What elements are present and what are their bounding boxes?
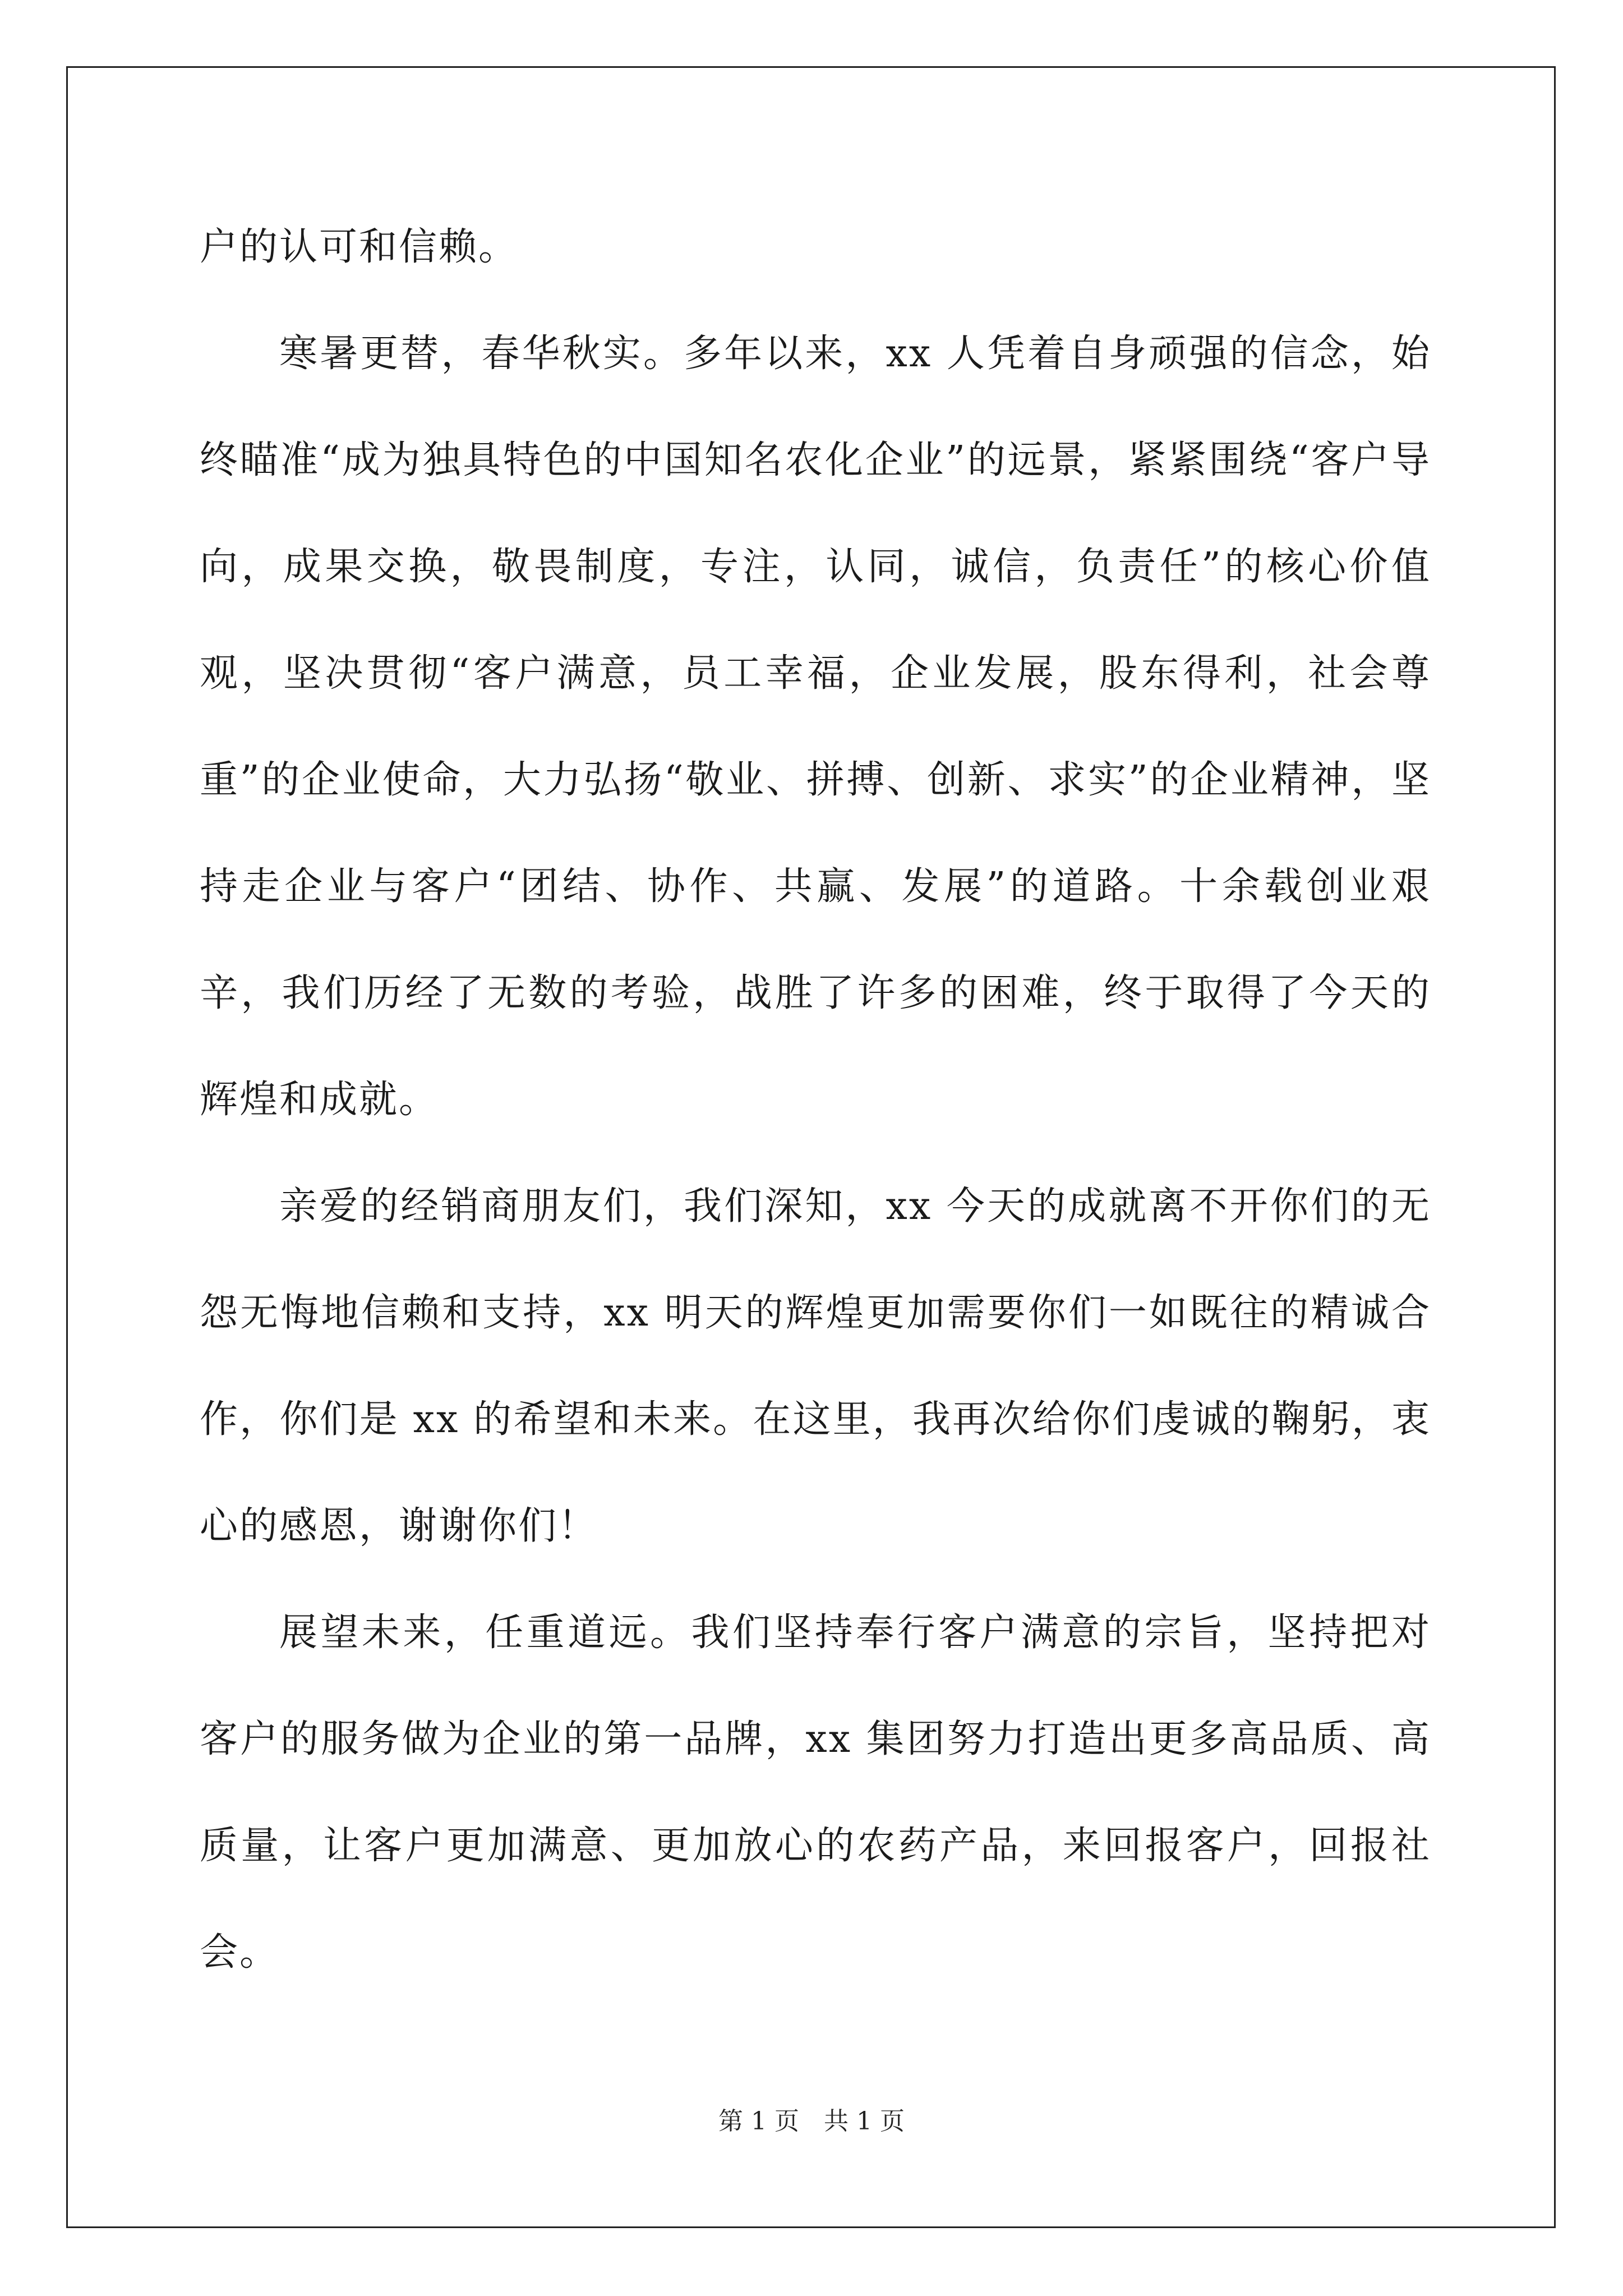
page-number-footer: 第 1 页 共 1 页 [718, 2107, 905, 2136]
paragraph-3: 亲爱的经销商朋友们，我们深知，xx 今天的成就离不开你们的无怨无悔地信赖和支持，xx 明天的辉煌更加需要你们一如既往的精诚合作，你们是 xx 的希望和未来。在这里，我再次给你们虔诚的鞠躬，衷心的感恩，谢谢你们！ [200, 1184, 1431, 1548]
paragraph-4: 展望未来，任重道远。我们坚持奉行客户满意的宗旨，坚持把对客户的服务做为企业的第一品牌，xx 集团努力打造出更多高品质、高质量，让客户更加满意、更加放心的农药产品，来回报客户，回报社会。 [200, 1611, 1431, 1975]
paragraph-2: 寒暑更替，春华秋实。多年以来，xx 人凭着自身顽强的信念，始终瞄准“成为独具特色的中国知名农化企业”的远景，紧紧围绕“客户导向，成果交换，敬畏制度，专注，认同，诚信，负责任”的核心价值观，坚决贯彻“客户满意，员工幸福，企业发展，股东得利，社会尊重”的企业使命，大力弘扬“敬业、拼搏、创新、求实”的企业精神，坚持走企业与客户“团结、协作、共赢、发展”的道路。十余载创业艰辛，我们历经了无数的考验，战胜了许多的困难，终于取得了今天的辉煌和成就。 [200, 332, 1431, 1122]
document-body [200, 194, 1431, 2006]
paragraph-1: 户的认可和信赖。 [200, 225, 519, 269]
